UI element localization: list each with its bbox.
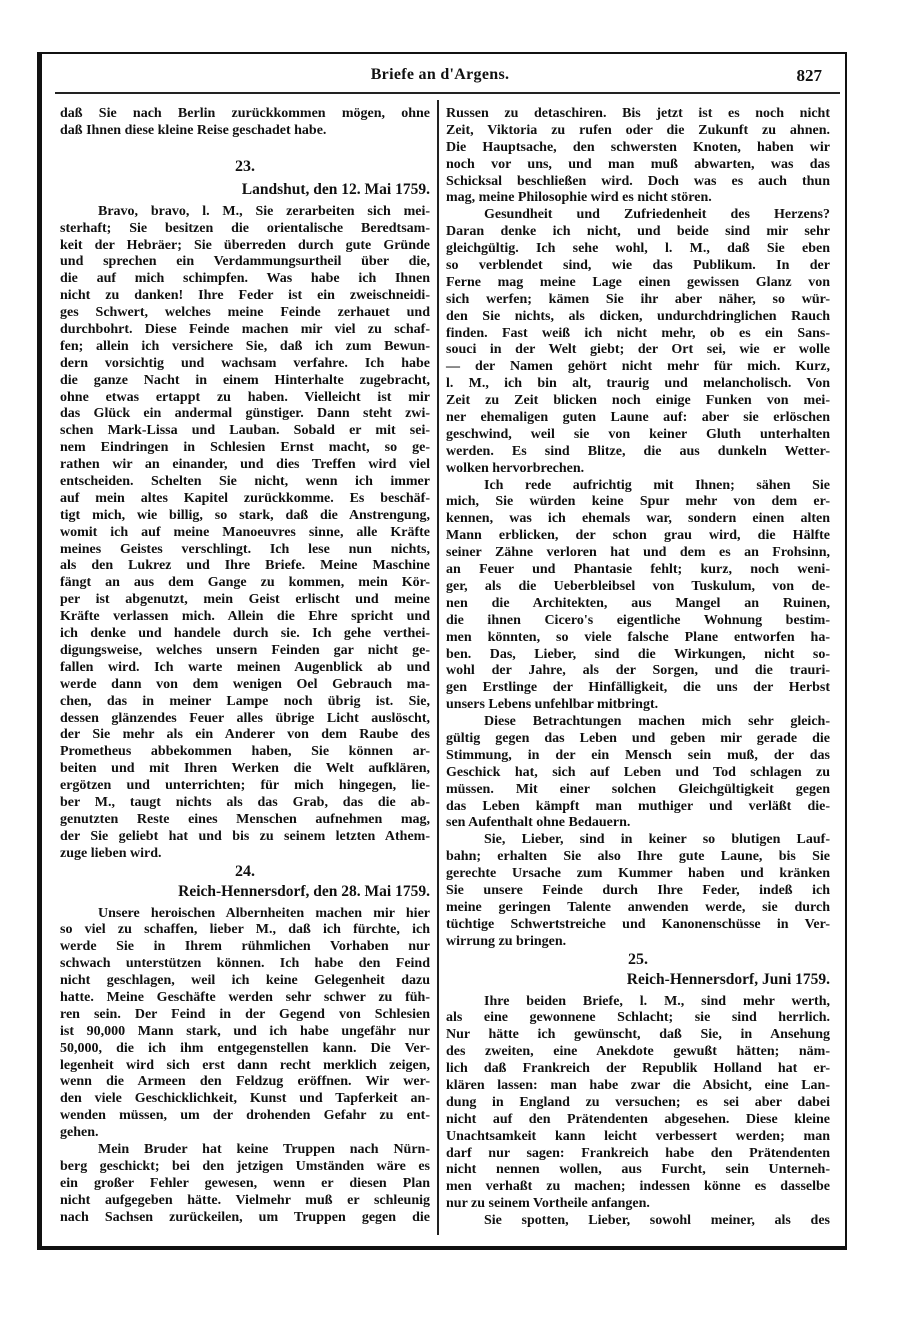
- text-line: l. M., ich bin alt, traurig und melancholisch. Von: [446, 376, 830, 392]
- left-column: [60, 106, 430, 1226]
- text-line: werde Sie in Ihrem rühmlichen Vorhaben nur: [60, 939, 430, 955]
- text-line: Russen zu detaschiren. Bis jetzt ist es noch nicht: [446, 106, 830, 121]
- text-line: die ganze Nacht in einem Hinterhalte zugebracht,: [60, 372, 430, 388]
- text-line: gen Erstlinge der Hinfälligkeit, die uns der Herbst: [446, 680, 830, 696]
- text-line: entscheiden. Schelten Sie nicht, wenn ich immer: [60, 474, 430, 490]
- text-line: Prometheus abbekommen haben, Sie können ar-: [60, 744, 430, 760]
- text-line: Mann erblicken, der schon grau wird, die Hälfte: [446, 528, 830, 544]
- text-line: Die Hauptsache, den schwersten Knoten, haben wir: [446, 139, 830, 155]
- text-line: nen die Architekten, aus Mangel an Ruinen,: [446, 595, 830, 611]
- text-line: fen; allein ich versichere Sie, daß ich zum Bewun-: [60, 338, 430, 354]
- paragraph: [446, 714, 830, 832]
- text-line: ber M., taugt nichts als das Grab, das die ab-: [60, 794, 430, 810]
- text-line: lich daß Frankreich der Republik Holland hat er-: [446, 1061, 830, 1077]
- page-number: 827: [796, 66, 822, 85]
- paragraph: [446, 1213, 830, 1230]
- text-line: Mein Bruder hat keine Truppen nach Nürn-: [98, 1141, 430, 1157]
- header-rule: [55, 92, 840, 94]
- text-line: meines Geistes verschlingt. Ich lese nun nichts,: [60, 541, 430, 557]
- text-line: fallen wird. Ich warte meinen Augenblick ab und: [60, 659, 430, 675]
- text-line: als eine gewonnene Schlacht; sie sind herrlich.: [446, 1010, 830, 1026]
- text-line: wolken hervorbrechen.: [446, 460, 585, 476]
- text-line: den viele Geschicklichkeit, Kunst und Tapferkeit an-: [60, 1091, 430, 1107]
- column-divider: [437, 100, 439, 1235]
- text-line: ich denke und handele durch sie. Ich gehe verthei-: [60, 626, 430, 642]
- text-line: tüchtige Schwertstreiche und Kanonenschüsse in Ver-: [446, 916, 830, 932]
- page-header: [40, 66, 840, 90]
- text-line: rathen wir an einander, und dies Treffen wird viel: [60, 457, 430, 473]
- text-line: nur zu seinem Vortheile anfangen.: [446, 1196, 650, 1212]
- text-line: meine geringen Talente anwenden werde, sie durch: [446, 899, 830, 915]
- letter-number: 25.: [628, 950, 648, 968]
- text-line: sich werfen; kämen Sie ihr aber näher, so wür-: [446, 291, 830, 307]
- text-line: ger, als die Ueberbleibsel von Tuskulum, von de-: [446, 578, 830, 594]
- text-line: wenden müssen, um der drohenden Gefahr zu ent-: [60, 1108, 430, 1124]
- paragraph: [446, 832, 830, 950]
- text-line: nicht geschlagen, weil ich keine Gelegenheit dazu: [60, 973, 430, 989]
- text-line: nicht aufgegeben hätte. Vielmehr muß er schleunig: [60, 1192, 430, 1208]
- text-line: digungsweise, welches unsern Feinden gar nicht ge-: [60, 642, 430, 658]
- text-line: so viel zu schaffen, lieber M., daß ich fürchte, ich: [60, 922, 430, 938]
- text-line: werden. Es sind Blitze, die aus dunkeln Wetter-: [446, 443, 830, 459]
- text-line: dessen glänzendes Feuer alles übrige Licht auslöscht,: [60, 710, 430, 726]
- text-line: genutzten Reste eines Menschen aufnehmen mag,: [60, 811, 430, 827]
- letter-number: 24.: [235, 862, 255, 880]
- text-line: ergötzen und unterrichten; für mich hingegen, lie-: [60, 778, 430, 794]
- text-line: ist 90,000 Mann stark, und ich habe ungefähr nur: [60, 1023, 430, 1039]
- text-line: wirrung zu bringen.: [446, 933, 567, 949]
- text-line: der Sie mehr als ein Anderer von dem Raube des: [60, 727, 430, 743]
- text-line: berg geschickt; bei den jetzigen Umständen wäre es: [60, 1158, 430, 1174]
- text-line: nach Sachsen zurückeilen, um Truppen gegen die: [60, 1209, 430, 1225]
- text-line: unsers Lebens unfehlbar mitbringt.: [446, 697, 659, 713]
- text-line: gerechte Ursache zum Kummer haben und kränken: [446, 866, 830, 882]
- paragraph: [60, 1142, 430, 1226]
- text-line: tigt mich, wie billig, so stark, daß die Anstrengung,: [60, 507, 430, 523]
- text-line: ren sein. Der Feind in der Gegend von Schlesien: [60, 1006, 430, 1022]
- text-line: hatte. Meine Geschäfte werden sehr schwer zu füh-: [60, 989, 430, 1005]
- text-line: ohne etwas ertappt zu haben. Vielleicht ist mir: [60, 389, 430, 405]
- text-line: schen Mark-Lissa und Lauban. Sobald er mit sei-: [60, 423, 430, 439]
- text-line: — der Namen gehört nicht mehr für mich. Kurz,: [446, 359, 830, 375]
- text-line: schwach unterstützen können. Ich habe den Feind: [60, 956, 430, 972]
- text-line: 50,000, die ich ihm entgegenstellen kann. Die Ver-: [60, 1040, 430, 1056]
- text-line: Stimmung, in der ein Mensch sein muß, der das: [446, 747, 830, 763]
- text-line: Sie unsere Feinde durch Ihre Feder, indeß ich: [446, 882, 830, 898]
- text-line: nicht zu danken! Ihre Feder ist ein zweischneidi-: [60, 288, 430, 304]
- text-line: das Leben kämpft man muthiger und verläßt die-: [446, 798, 830, 814]
- text-line: chen, das in meiner Lampe noch übrig ist. Sie,: [60, 693, 430, 709]
- text-line: womit ich auf meine Manoeuvres sinne, alle Kräfte: [60, 524, 430, 540]
- paragraph: [60, 106, 430, 140]
- text-line: Nur hätte ich gewünscht, daß Sie, in Ansehung: [446, 1027, 830, 1043]
- text-line: Schicksal beschließen wird. Doch was es auch thun: [446, 173, 830, 189]
- text-line: beiten und mit Ihren Werken die Welt aufklären,: [60, 761, 430, 777]
- paragraph: [60, 204, 430, 863]
- text-line: men verhaßt zu machen; indessen könne es dasselbe: [446, 1179, 830, 1195]
- letter-dateline: Reich-Hennersdorf, Juni 1759.: [626, 970, 830, 988]
- text-line: gültig gegen das Leben und geben mir gerade die: [446, 730, 830, 746]
- text-line: mag, meine Philosophie wird es nicht stören.: [446, 190, 712, 206]
- running-title: Briefe an d'Argens.: [370, 66, 510, 83]
- text-line: finden. Fast weiß ich nicht mehr, ob es ein Sans-: [446, 325, 830, 341]
- text-line: gehen.: [60, 1125, 99, 1141]
- text-line: durchbohrt. Diese Feinde machen mir viel zu schaf-: [60, 322, 430, 338]
- right-column: [446, 106, 830, 1230]
- text-line: kennen, was ich ehemals war, sondern einen alten: [446, 511, 830, 527]
- text-line: sterhaft; Sie besitzen die orientalische Beredtsam-: [60, 220, 430, 236]
- text-line: Diese Betrachtungen machen mich sehr gleich-: [484, 714, 830, 730]
- text-line: Unachtsamkeit kann leicht verbessert werden; man: [446, 1128, 830, 1144]
- letter-number: 23.: [235, 157, 255, 175]
- text-line: wohl der Jahre, als der Sorgen, und die trauri-: [446, 663, 830, 679]
- text-line: souci in der Welt giebt; der Ort sei, wie er wolle: [446, 342, 830, 358]
- text-line: das Glück ein andermal günstiger. Dann steht zwi-: [60, 406, 430, 422]
- text-line: ner ehemaligen guten Laune auf: aber sie erlöschen: [446, 410, 830, 426]
- text-line: per ist abgenutzt, mein Geist erlischt und meine: [60, 592, 430, 608]
- text-line: dern vorsichtig und wachsam verfahre. Ich habe: [60, 355, 430, 371]
- text-line: und sprechen ein Verdammungsurtheil über die,: [60, 254, 430, 270]
- text-line: men könnten, so viele falsche Plane entworfen ha-: [446, 629, 830, 645]
- text-line: die ihnen Cicero's eigentliche Wohnung bestim-: [446, 612, 830, 628]
- text-line: nicht auf den Prätendenten abgesehen. Diese kleine: [446, 1111, 830, 1127]
- text-line: dung in England zu versuchen; es sei aber dabei: [446, 1094, 830, 1110]
- text-line: Sie, Lieber, sind in keiner so blutigen Lauf-: [484, 832, 830, 848]
- text-line: keit der Hebräer; Sie überreden durch gute Gründe: [60, 237, 430, 253]
- text-line: den Sie nichts, als dicken, undurchdringlichen Rauch: [446, 308, 830, 324]
- text-line: Zeit, Viktoria zu rufen oder die Zukunft zu ahnen.: [446, 122, 830, 138]
- text-line: Ihre beiden Briefe, l. M., sind mehr werth,: [484, 993, 830, 1009]
- text-line: die auf mich schimpfen. Was habe ich Ihnen: [60, 271, 430, 287]
- text-line: daß Ihnen diese kleine Reise geschadet habe.: [60, 122, 327, 138]
- text-line: darf nur sagen: Frankreich habe den Prätendenten: [446, 1145, 830, 1161]
- text-line: Gesundheit und Zufriedenheit des Herzens?: [484, 207, 830, 223]
- text-line: werde dann von dem wenigen Oel Gebrauch ma-: [60, 676, 430, 692]
- paragraph: [446, 207, 830, 477]
- paragraph: [446, 994, 830, 1214]
- paragraph: [446, 478, 830, 714]
- text-line: so verblendet sind, wie das Publikum. In der: [446, 258, 830, 274]
- text-line: als den Lukrez und Ihre Briefe. Meine Maschine: [60, 558, 430, 574]
- text-line: Zeit zu Zeit blicken noch einige Funken von mei-: [446, 393, 830, 409]
- text-line: wenn die Armeen den Feldzug eröffnen. Wir wer-: [60, 1074, 430, 1090]
- text-line: müssen. Mit einer solchen Gleichgültigkeit gegen: [446, 781, 830, 797]
- text-line: bahn; erhalten Sie also Ihre gute Laune, bis Sie: [446, 849, 830, 865]
- paragraph: [60, 906, 430, 1142]
- letter-dateline: Landshut, den 12. Mai 1759.: [241, 180, 430, 198]
- text-line: Sie spotten, Lieber, sowohl meiner, als des: [484, 1213, 830, 1229]
- text-line: auf mein altes Kapitel zurückkomme. Es beschäf-: [60, 490, 430, 506]
- text-line: ges Schwert, welches meine Feinde zerhauet und: [60, 305, 430, 321]
- text-line: Ferne mag meine Lage einen gewissen Glanz von: [446, 274, 830, 290]
- letter-dateline: Reich-Hennersdorf, den 28. Mai 1759.: [178, 882, 430, 900]
- text-line: Bravo, bravo, l. M., Sie zerarbeiten sich mei-: [98, 203, 430, 219]
- text-line: noch vor uns, und man muß abwarten, was das: [446, 156, 830, 172]
- text-line: ein großer Fehler gewesen, wenn er diesen Plan: [60, 1175, 430, 1191]
- text-line: der Sie geliebt hat und bis zu seinem letzten Athem-: [60, 828, 430, 844]
- text-line: fängt an aus dem Gange zu kommen, mein Kör-: [60, 575, 430, 591]
- text-line: mich, Sie würden keine Spur mehr von dem er-: [446, 494, 830, 510]
- text-line: legenheit wird sich erst dann recht merklich zeigen,: [60, 1057, 430, 1073]
- text-line: Ich rede aufrichtig mit Ihnen; sähen Sie: [484, 477, 830, 493]
- text-line: nicht nennen wollen, aus Furcht, sein Unterneh-: [446, 1162, 830, 1178]
- text-line: Daran denke ich nicht, und beide sind mir sehr: [446, 224, 830, 240]
- text-line: des zweiten, eine Anekdote gewußt hätten; näm-: [446, 1044, 830, 1060]
- text-line: daß Sie nach Berlin zurückkommen mögen, ohne: [60, 106, 430, 121]
- text-line: seiner Zähne verloren hat und dem es an Frohsinn,: [446, 545, 830, 561]
- text-line: an Feuer und Phantasie fehlt; kurz, noch weni-: [446, 562, 830, 578]
- text-line: Unsere heroischen Albernheiten machen mir hier: [98, 905, 430, 921]
- text-line: nem Eindringen in Schlesien Ernst macht, so ge-: [60, 440, 430, 456]
- text-line: sen Aufenthalt ohne Bedauern.: [446, 815, 631, 831]
- text-line: Geschick hat, sich auf Leben und Tod schlagen zu: [446, 764, 830, 780]
- paragraph: [446, 106, 830, 207]
- text-line: gleichgültig. Ich sehe wohl, l. M., daß Sie eben: [446, 241, 830, 257]
- text-line: Kräfte verlassen mich. Allein die Ehre spricht und: [60, 609, 430, 625]
- text-line: zuge lieben wird.: [60, 845, 162, 861]
- text-line: klären lassen: man habe zwar die Absicht, eine Lan-: [446, 1077, 830, 1093]
- text-line: ben. Das, Lieber, sind die Wirkungen, nicht so-: [446, 646, 830, 662]
- text-line: geschwind, weil sie von keiner Gluth unterhalten: [446, 426, 830, 442]
